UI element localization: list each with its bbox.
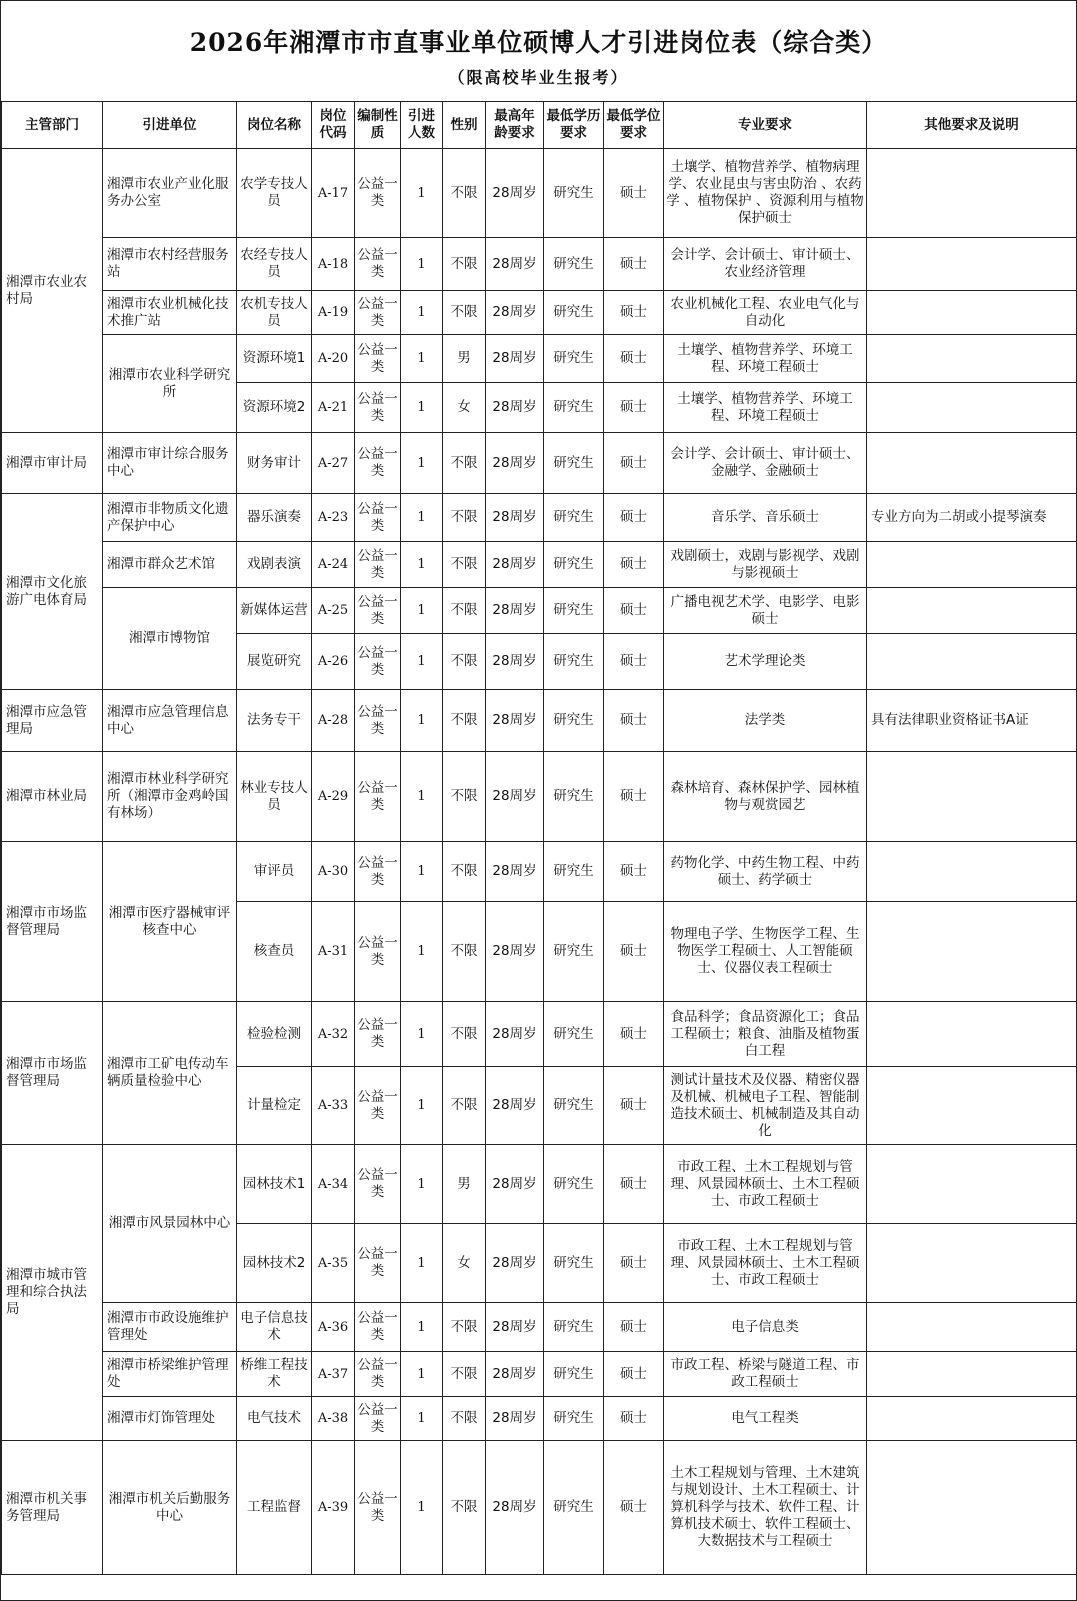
unit-cell: 湘潭市农业产业化服务办公室 — [103, 149, 237, 238]
edu-cell: 研究生 — [544, 494, 604, 542]
major-cell: 市政工程、土木工程规划与管理、风景园林硕士、土木工程硕士、市政工程硕士 — [664, 1224, 867, 1303]
other-cell — [867, 542, 1077, 588]
edu-cell: 研究生 — [544, 1002, 604, 1067]
nature-cell: 公益一类 — [355, 902, 401, 1002]
nature-cell: 公益一类 — [355, 634, 401, 690]
nature-cell: 公益一类 — [355, 383, 401, 433]
post-cell: 新媒体运营 — [237, 588, 312, 634]
nature-cell: 公益一类 — [355, 542, 401, 588]
post-cell: 农学专技人员 — [237, 149, 312, 238]
other-cell — [867, 1145, 1077, 1224]
dept-cell: 湘潭市城市管理和综合执法局 — [2, 1145, 103, 1441]
major-cell: 森林培育、森林保护学、园林植物与观赏园艺 — [664, 752, 867, 842]
major-cell: 物理电子学、生物医学工程、生物医学工程硕士、人工智能硕士、仪器仪表工程硕士 — [664, 902, 867, 1002]
age-cell: 28周岁 — [486, 588, 544, 634]
code-cell: A-33 — [312, 1067, 355, 1145]
header-edu: 最低学历要求 — [544, 102, 604, 149]
dept-cell: 湘潭市农业农村局 — [2, 149, 103, 433]
num-cell: 1 — [401, 1441, 443, 1575]
major-cell: 土壤学、植物营养学、环境工程、环境工程硕士 — [664, 383, 867, 433]
age-cell: 28周岁 — [486, 238, 544, 291]
dept-cell: 湘潭市市场监督管理局 — [2, 1002, 103, 1145]
other-cell — [867, 1441, 1077, 1575]
post-cell: 林业专技人员 — [237, 752, 312, 842]
code-cell: A-20 — [312, 335, 355, 383]
table-row — [2, 494, 1077, 542]
degree-cell: 硕士 — [604, 1352, 664, 1397]
num-cell: 1 — [401, 238, 443, 291]
table-row — [2, 588, 1077, 634]
num-cell: 1 — [401, 494, 443, 542]
code-cell: A-38 — [312, 1397, 355, 1441]
other-cell — [867, 238, 1077, 291]
other-cell — [867, 588, 1077, 634]
major-cell: 土壤学、植物营养学、植物病理学、农业昆虫与害虫防治 、农药学 、植物保护 、资源利用与植物保护硕士 — [664, 149, 867, 238]
other-cell — [867, 1397, 1077, 1441]
num-cell: 1 — [401, 291, 443, 335]
code-cell: A-25 — [312, 588, 355, 634]
major-cell: 电气工程类 — [664, 1397, 867, 1441]
major-cell: 音乐学、音乐硕士 — [664, 494, 867, 542]
post-cell: 财务审计 — [237, 433, 312, 494]
table-row — [2, 1441, 1077, 1575]
degree-cell: 硕士 — [604, 1224, 664, 1303]
post-cell: 展览研究 — [237, 634, 312, 690]
major-cell: 市政工程、桥梁与隧道工程、市政工程硕士 — [664, 1352, 867, 1397]
age-cell: 28周岁 — [486, 149, 544, 238]
unit-cell: 湘潭市灯饰管理处 — [103, 1397, 237, 1441]
edu-cell: 研究生 — [544, 1067, 604, 1145]
degree-cell: 硕士 — [604, 588, 664, 634]
header-age: 最高年龄要求 — [486, 102, 544, 149]
nature-cell: 公益一类 — [355, 1067, 401, 1145]
gender-cell: 不限 — [443, 690, 486, 752]
gender-cell: 不限 — [443, 588, 486, 634]
edu-cell: 研究生 — [544, 1145, 604, 1224]
major-cell: 市政工程、土木工程规划与管理、风景园林硕士、土木工程硕士、市政工程硕士 — [664, 1145, 867, 1224]
nature-cell: 公益一类 — [355, 1303, 401, 1352]
post-cell: 电子信息技术 — [237, 1303, 312, 1352]
other-cell — [867, 902, 1077, 1002]
age-cell: 28周岁 — [486, 542, 544, 588]
major-cell: 药物化学、中药生物工程、中药硕士、药学硕士 — [664, 842, 867, 902]
age-cell: 28周岁 — [486, 291, 544, 335]
other-cell — [867, 291, 1077, 335]
table-row — [2, 752, 1077, 842]
dept-cell: 湘潭市市场监督管理局 — [2, 842, 103, 1002]
table-row — [2, 335, 1077, 383]
nature-cell: 公益一类 — [355, 1145, 401, 1224]
nature-cell: 公益一类 — [355, 1441, 401, 1575]
nature-cell: 公益一类 — [355, 1002, 401, 1067]
other-cell — [867, 1067, 1077, 1145]
post-cell: 资源环境2 — [237, 383, 312, 433]
header-other: 其他要求及说明 — [867, 102, 1077, 149]
major-cell: 会计学、会计硕士、审计硕士、农业经济管理 — [664, 238, 867, 291]
nature-cell: 公益一类 — [355, 335, 401, 383]
header-row — [2, 102, 1077, 149]
gender-cell: 不限 — [443, 1352, 486, 1397]
nature-cell: 公益一类 — [355, 1224, 401, 1303]
age-cell: 28周岁 — [486, 383, 544, 433]
unit-cell: 湘潭市非物质文化遗产保护中心 — [103, 494, 237, 542]
code-cell: A-23 — [312, 494, 355, 542]
num-cell: 1 — [401, 690, 443, 752]
table-row — [2, 149, 1077, 238]
other-cell — [867, 842, 1077, 902]
code-cell: A-37 — [312, 1352, 355, 1397]
code-cell: A-34 — [312, 1145, 355, 1224]
other-cell — [867, 1224, 1077, 1303]
age-cell: 28周岁 — [486, 1002, 544, 1067]
unit-cell: 湘潭市应急管理信息中心 — [103, 690, 237, 752]
code-cell: A-24 — [312, 542, 355, 588]
gender-cell: 不限 — [443, 842, 486, 902]
code-cell: A-19 — [312, 291, 355, 335]
edu-cell: 研究生 — [544, 291, 604, 335]
code-cell: A-32 — [312, 1002, 355, 1067]
num-cell: 1 — [401, 1352, 443, 1397]
unit-cell: 湘潭市机关后勤服务中心 — [103, 1441, 237, 1575]
post-cell: 审评员 — [237, 842, 312, 902]
num-cell: 1 — [401, 842, 443, 902]
age-cell: 28周岁 — [486, 1224, 544, 1303]
code-cell: A-35 — [312, 1224, 355, 1303]
table-row — [2, 542, 1077, 588]
post-cell: 园林技术2 — [237, 1224, 312, 1303]
age-cell: 28周岁 — [486, 1303, 544, 1352]
edu-cell: 研究生 — [544, 1397, 604, 1441]
major-cell: 艺术学理论类 — [664, 634, 867, 690]
num-cell: 1 — [401, 1224, 443, 1303]
degree-cell: 硕士 — [604, 752, 664, 842]
post-cell: 工程监督 — [237, 1441, 312, 1575]
dept-cell: 湘潭市审计局 — [2, 433, 103, 494]
num-cell: 1 — [401, 634, 443, 690]
other-cell — [867, 752, 1077, 842]
nature-cell: 公益一类 — [355, 433, 401, 494]
major-cell: 土壤学、植物营养学、环境工程、环境工程硕士 — [664, 335, 867, 383]
num-cell: 1 — [401, 1303, 443, 1352]
degree-cell: 硕士 — [604, 238, 664, 291]
age-cell: 28周岁 — [486, 1352, 544, 1397]
code-cell: A-17 — [312, 149, 355, 238]
post-cell: 园林技术1 — [237, 1145, 312, 1224]
unit-cell: 湘潭市市政设施维护管理处 — [103, 1303, 237, 1352]
nature-cell: 公益一类 — [355, 149, 401, 238]
code-cell: A-31 — [312, 902, 355, 1002]
gender-cell: 不限 — [443, 634, 486, 690]
header-post: 岗位名称 — [237, 102, 312, 149]
gender-cell: 不限 — [443, 1002, 486, 1067]
degree-cell: 硕士 — [604, 1145, 664, 1224]
degree-cell: 硕士 — [604, 1067, 664, 1145]
num-cell: 1 — [401, 1067, 443, 1145]
nature-cell: 公益一类 — [355, 291, 401, 335]
code-cell: A-28 — [312, 690, 355, 752]
code-cell: A-27 — [312, 433, 355, 494]
degree-cell: 硕士 — [604, 383, 664, 433]
code-cell: A-29 — [312, 752, 355, 842]
major-cell: 法学类 — [664, 690, 867, 752]
nature-cell: 公益一类 — [355, 1352, 401, 1397]
gender-cell: 男 — [443, 1145, 486, 1224]
edu-cell: 研究生 — [544, 690, 604, 752]
degree-cell: 硕士 — [604, 902, 664, 1002]
age-cell: 28周岁 — [486, 1067, 544, 1145]
header-nature: 编制性质 — [355, 102, 401, 149]
gender-cell: 不限 — [443, 149, 486, 238]
num-cell: 1 — [401, 902, 443, 1002]
code-cell: A-21 — [312, 383, 355, 433]
age-cell: 28周岁 — [486, 752, 544, 842]
table-row — [2, 433, 1077, 494]
age-cell: 28周岁 — [486, 842, 544, 902]
degree-cell: 硕士 — [604, 542, 664, 588]
post-cell: 电气技术 — [237, 1397, 312, 1441]
gender-cell: 不限 — [443, 433, 486, 494]
unit-cell: 湘潭市农业科学研究所 — [103, 335, 237, 433]
gender-cell: 不限 — [443, 752, 486, 842]
other-cell — [867, 335, 1077, 383]
edu-cell: 研究生 — [544, 842, 604, 902]
gender-cell: 不限 — [443, 902, 486, 1002]
num-cell: 1 — [401, 588, 443, 634]
header-num: 引进人数 — [401, 102, 443, 149]
other-cell — [867, 1303, 1077, 1352]
degree-cell: 硕士 — [604, 842, 664, 902]
nature-cell: 公益一类 — [355, 588, 401, 634]
edu-cell: 研究生 — [544, 335, 604, 383]
header-major: 专业要求 — [664, 102, 867, 149]
degree-cell: 硕士 — [604, 1441, 664, 1575]
major-cell: 会计学、会计硕士、审计硕士、金融学、金融硕士 — [664, 433, 867, 494]
edu-cell: 研究生 — [544, 1224, 604, 1303]
header-gender: 性别 — [443, 102, 486, 149]
table-row — [2, 291, 1077, 335]
dept-cell: 湘潭市机关事务管理局 — [2, 1441, 103, 1575]
major-cell: 戏剧硕士，戏剧与影视学、戏剧与影视硕士 — [664, 542, 867, 588]
gender-cell: 不限 — [443, 1441, 486, 1575]
age-cell: 28周岁 — [486, 433, 544, 494]
num-cell: 1 — [401, 383, 443, 433]
num-cell: 1 — [401, 149, 443, 238]
gender-cell: 不限 — [443, 542, 486, 588]
gender-cell: 不限 — [443, 494, 486, 542]
nature-cell: 公益一类 — [355, 752, 401, 842]
unit-cell: 湘潭市审计综合服务中心 — [103, 433, 237, 494]
post-cell: 器乐演奏 — [237, 494, 312, 542]
degree-cell: 硕士 — [604, 1002, 664, 1067]
post-cell: 农经专技人员 — [237, 238, 312, 291]
unit-cell: 湘潭市工矿电传动车辆质量检验中心 — [103, 1002, 237, 1145]
edu-cell: 研究生 — [544, 383, 604, 433]
unit-cell: 湘潭市桥梁维护管理处 — [103, 1352, 237, 1397]
code-cell: A-39 — [312, 1441, 355, 1575]
degree-cell: 硕士 — [604, 291, 664, 335]
unit-cell: 湘潭市群众艺术馆 — [103, 542, 237, 588]
gender-cell: 不限 — [443, 1397, 486, 1441]
unit-cell: 湘潭市林业科学研究所（湘潭市金鸡岭国有林场） — [103, 752, 237, 842]
degree-cell: 硕士 — [604, 149, 664, 238]
page-subtitle: （限高校毕业生报考） — [448, 68, 629, 87]
other-cell: 具有法律职业资格证书A证 — [867, 690, 1077, 752]
table-row — [2, 238, 1077, 291]
dept-cell: 湘潭市林业局 — [2, 752, 103, 842]
gender-cell: 女 — [443, 1224, 486, 1303]
gender-cell: 女 — [443, 383, 486, 433]
unit-cell: 湘潭市医疗器械审评核查中心 — [103, 842, 237, 1002]
edu-cell: 研究生 — [544, 1352, 604, 1397]
edu-cell: 研究生 — [544, 1303, 604, 1352]
nature-cell: 公益一类 — [355, 842, 401, 902]
edu-cell: 研究生 — [544, 433, 604, 494]
unit-cell: 湘潭市农村经营服务站 — [103, 238, 237, 291]
code-cell: A-30 — [312, 842, 355, 902]
age-cell: 28周岁 — [486, 1441, 544, 1575]
table-row — [2, 1002, 1077, 1067]
age-cell: 28周岁 — [486, 690, 544, 752]
post-cell: 法务专干 — [237, 690, 312, 752]
title-block — [1, 1, 1076, 102]
degree-cell: 硕士 — [604, 335, 664, 383]
gender-cell: 不限 — [443, 291, 486, 335]
major-cell: 电子信息类 — [664, 1303, 867, 1352]
code-cell: A-26 — [312, 634, 355, 690]
edu-cell: 研究生 — [544, 542, 604, 588]
code-cell: A-36 — [312, 1303, 355, 1352]
degree-cell: 硕士 — [604, 433, 664, 494]
post-cell: 戏剧表演 — [237, 542, 312, 588]
other-cell — [867, 634, 1077, 690]
post-cell: 资源环境1 — [237, 335, 312, 383]
unit-cell: 湘潭市博物馆 — [103, 588, 237, 690]
nature-cell: 公益一类 — [355, 690, 401, 752]
age-cell: 28周岁 — [486, 634, 544, 690]
code-cell: A-18 — [312, 238, 355, 291]
num-cell: 1 — [401, 433, 443, 494]
major-cell: 土木工程规划与管理、土木建筑与规划设计、土木工程硕士、计算机科学与技术、软件工程、计算机技术硕士、软件工程硕士、大数据技术与工程硕士 — [664, 1441, 867, 1575]
table-row — [2, 1352, 1077, 1397]
num-cell: 1 — [401, 1397, 443, 1441]
gender-cell: 不限 — [443, 238, 486, 291]
nature-cell: 公益一类 — [355, 238, 401, 291]
num-cell: 1 — [401, 335, 443, 383]
table-row — [2, 1145, 1077, 1224]
gender-cell: 不限 — [443, 1303, 486, 1352]
positions-table — [1, 101, 1077, 1575]
degree-cell: 硕士 — [604, 690, 664, 752]
header-degree: 最低学位要求 — [604, 102, 664, 149]
table-row — [2, 1303, 1077, 1352]
post-cell: 计量检定 — [237, 1067, 312, 1145]
other-cell — [867, 383, 1077, 433]
edu-cell: 研究生 — [544, 1441, 604, 1575]
nature-cell: 公益一类 — [355, 1397, 401, 1441]
unit-cell: 湘潭市风景园林中心 — [103, 1145, 237, 1303]
degree-cell: 硕士 — [604, 494, 664, 542]
edu-cell: 研究生 — [544, 902, 604, 1002]
num-cell: 1 — [401, 752, 443, 842]
other-cell: 专业方向为二胡或小提琴演奏 — [867, 494, 1077, 542]
other-cell — [867, 1352, 1077, 1397]
major-cell: 测试计量技术及仪器、精密仪器及机械、机械电子工程、智能制造技术硕士、机械制造及其自动化 — [664, 1067, 867, 1145]
major-cell: 广播电视艺术学、电影学、电影硕士 — [664, 588, 867, 634]
gender-cell: 男 — [443, 335, 486, 383]
other-cell — [867, 433, 1077, 494]
num-cell: 1 — [401, 1145, 443, 1224]
edu-cell: 研究生 — [544, 149, 604, 238]
header-unit: 引进单位 — [103, 102, 237, 149]
age-cell: 28周岁 — [486, 902, 544, 1002]
age-cell: 28周岁 — [486, 1397, 544, 1441]
major-cell: 农业机械化工程、农业电气化与自动化 — [664, 291, 867, 335]
post-cell: 核查员 — [237, 902, 312, 1002]
page-title: 2026年湘潭市市直事业单位硕博人才引进岗位表（综合类） — [189, 28, 888, 57]
table-row — [2, 842, 1077, 902]
table-row — [2, 690, 1077, 752]
edu-cell: 研究生 — [544, 588, 604, 634]
table-row — [2, 1397, 1077, 1441]
other-cell — [867, 1002, 1077, 1067]
age-cell: 28周岁 — [486, 335, 544, 383]
age-cell: 28周岁 — [486, 1145, 544, 1224]
age-cell: 28周岁 — [486, 494, 544, 542]
post-cell: 检验检测 — [237, 1002, 312, 1067]
other-cell — [867, 149, 1077, 238]
degree-cell: 硕士 — [604, 634, 664, 690]
edu-cell: 研究生 — [544, 752, 604, 842]
unit-cell: 湘潭市农业机械化技术推广站 — [103, 291, 237, 335]
gender-cell: 不限 — [443, 1067, 486, 1145]
degree-cell: 硕士 — [604, 1397, 664, 1441]
dept-cell: 湘潭市文化旅游广电体育局 — [2, 494, 103, 690]
num-cell: 1 — [401, 1002, 443, 1067]
nature-cell: 公益一类 — [355, 494, 401, 542]
header-code: 岗位代码 — [312, 102, 355, 149]
header-dept: 主管部门 — [2, 102, 103, 149]
degree-cell: 硕士 — [604, 1303, 664, 1352]
edu-cell: 研究生 — [544, 238, 604, 291]
num-cell: 1 — [401, 542, 443, 588]
post-cell: 桥维工程技术 — [237, 1352, 312, 1397]
edu-cell: 研究生 — [544, 634, 604, 690]
post-cell: 农机专技人员 — [237, 291, 312, 335]
dept-cell: 湘潭市应急管理局 — [2, 690, 103, 752]
major-cell: 食品科学；食品资源化工；食品工程硕士；粮食、油脂及植物蛋白工程 — [664, 1002, 867, 1067]
